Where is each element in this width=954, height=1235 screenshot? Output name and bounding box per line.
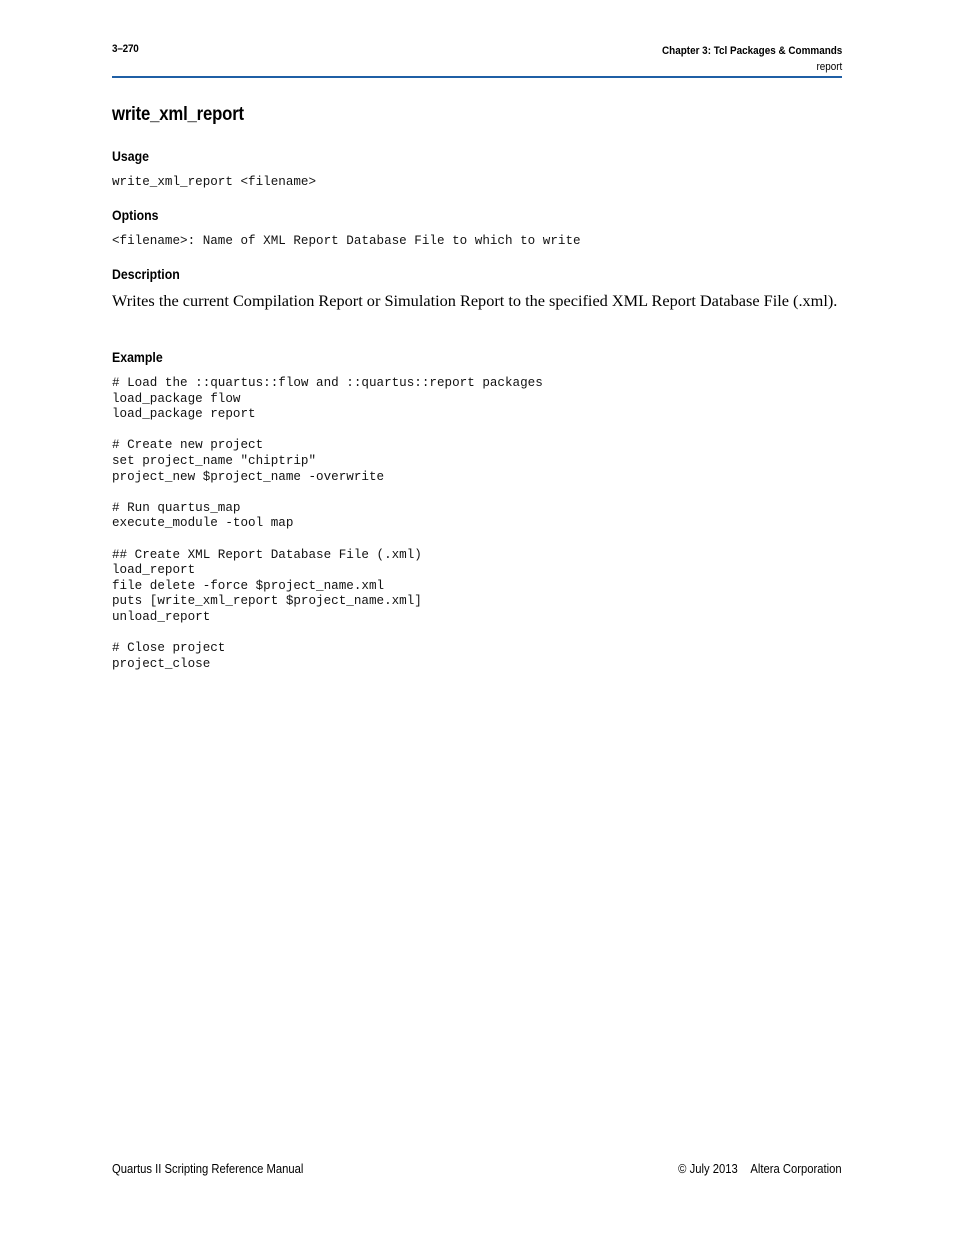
usage-code: write_xml_report <filename> (112, 175, 317, 189)
example-code: # Load the ::quartus::flow and ::quartus::report packages load_package flow load_package report # Create new project set project_name "chiptrip" project_new $project_name -overwrite # Run quartus_map execute_module -tool map ## Create XML Report Database File (.xml) load_report file delete -force $project_name.xml puts [write_xml_report $project_name.xml] unload_report # Close project project_close (112, 376, 543, 671)
footer-right (679, 1162, 842, 1176)
example-heading: Example (112, 349, 163, 365)
header-rule (112, 76, 842, 78)
usage-heading: Usage (112, 148, 149, 164)
options-heading: Options (112, 207, 159, 223)
options-code: <filename>: Name of XML Report Database File to which to write (112, 234, 581, 248)
page-number: 3–270 (112, 43, 139, 55)
footer-date: © July 2013 (678, 1162, 739, 1176)
footer-company: Altera Corporation (750, 1162, 842, 1176)
footer-manual-title: Quartus II Scripting Reference Manual (112, 1162, 304, 1176)
section-name: report (816, 61, 842, 73)
page-title: write_xml_report (112, 104, 244, 125)
description-text: Writes the current Compilation Report or Simulation Report to the specified XML Report Database File (.xml). (112, 291, 838, 310)
chapter-title: Chapter 3: Tcl Packages & Commands (661, 45, 842, 57)
description-heading: Description (112, 266, 180, 282)
running-header (642, 43, 842, 75)
